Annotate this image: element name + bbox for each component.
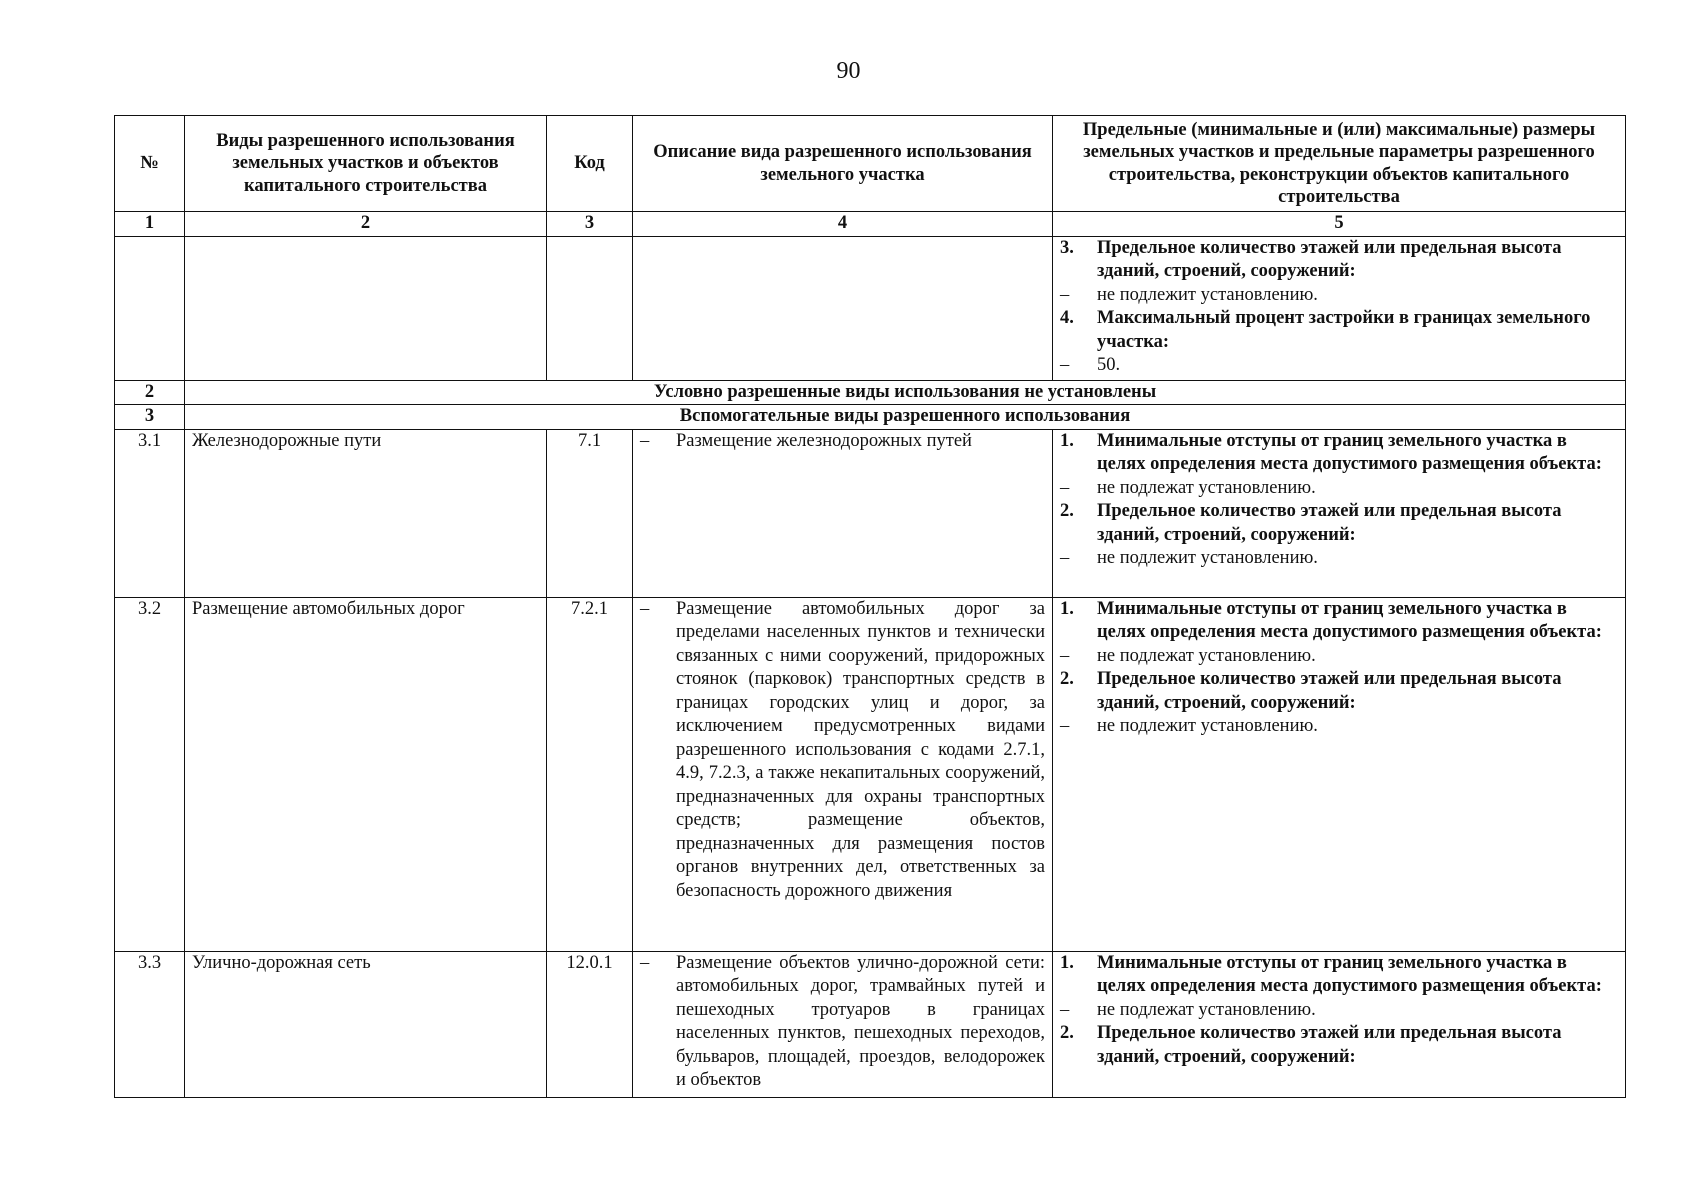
land-use-code: 7.2.1 — [547, 597, 633, 951]
description-text: Размещение железнодорожных путей — [676, 430, 972, 451]
land-use-table — [114, 115, 1626, 1098]
param-text: Предельное количество этажей или предельная высота зданий, строений, сооружений: — [1097, 669, 1562, 713]
description-line — [640, 952, 1045, 1093]
table-row — [115, 597, 1626, 951]
description-line — [640, 598, 1045, 904]
section-number: 2 — [115, 380, 185, 405]
row-number: 3.3 — [115, 951, 185, 1097]
land-use-description-cell — [633, 597, 1053, 951]
header-code: Код — [547, 116, 633, 212]
param-item — [1060, 668, 1618, 715]
land-use-description-cell — [633, 951, 1053, 1097]
param-item — [1060, 952, 1618, 999]
row-number: 3.1 — [115, 429, 185, 597]
continuation-params-cell — [1053, 236, 1626, 380]
param-text: 50. — [1097, 355, 1121, 375]
param-text: не подлежат установлению. — [1097, 999, 1316, 1020]
land-use-code: 7.1 — [547, 429, 633, 597]
table-header-row — [115, 116, 1626, 212]
table-cell-empty — [633, 236, 1053, 380]
param-item — [1060, 237, 1618, 284]
table-row — [115, 951, 1626, 1097]
limits-params-cell — [1053, 597, 1626, 951]
param-item — [1060, 598, 1618, 645]
table-cell-empty — [185, 236, 547, 380]
param-marker: – — [1060, 477, 1070, 498]
param-item — [1060, 284, 1618, 308]
param-text: Минимальные отступы от границ земельного участка в целях определения места допустимого размещения объекта: — [1097, 598, 1602, 642]
param-text: Максимальный процент застройки в границах земельного участка: — [1097, 308, 1591, 352]
param-marker: 1. — [1060, 952, 1074, 973]
land-use-code: 12.0.1 — [547, 951, 633, 1097]
param-marker: – — [1060, 645, 1070, 666]
param-item — [1060, 999, 1618, 1023]
limits-params-cell — [1053, 429, 1626, 597]
param-marker: 2. — [1060, 669, 1074, 689]
param-text: Предельное количество этажей или предельная высота зданий, строений, сооружений: — [1097, 501, 1562, 545]
page-number: 90 — [836, 58, 861, 84]
section-title: Условно разрешенные виды использования не установлены — [185, 380, 1626, 405]
param-marker: 4. — [1060, 308, 1074, 328]
param-marker: – — [1060, 999, 1070, 1020]
param-marker: – — [1060, 716, 1070, 736]
land-use-description-cell — [633, 429, 1053, 597]
param-marker: 2. — [1060, 501, 1074, 521]
header-description: Описание вида разрешенного использования земельного участка — [633, 116, 1053, 212]
section-row — [115, 405, 1626, 430]
param-text: Минимальные отступы от границ земельного участка в целях определения места допустимого размещения объекта: — [1097, 952, 1602, 996]
table-cell-empty — [547, 236, 633, 380]
column-number: 5 — [1053, 212, 1626, 237]
param-text: не подлежит установлению. — [1097, 548, 1318, 568]
section-row — [115, 380, 1626, 405]
description-text: Размещение объектов улично-дорожной сети: автомобильных дорог, трамвайных путей и пешеходных тротуаров в границах населенных пунктов, пешеходных переходов, бульваров, площадей, проездов, велодорожек и объектов — [676, 952, 1045, 1090]
param-item — [1060, 500, 1618, 547]
param-item — [1060, 1022, 1618, 1069]
param-marker: – — [1060, 355, 1070, 375]
param-marker: 3. — [1060, 237, 1074, 258]
param-item — [1060, 715, 1618, 739]
column-numbering-row — [115, 212, 1626, 237]
param-item — [1060, 645, 1618, 669]
section-title: Вспомогательные виды разрешенного использования — [185, 405, 1626, 430]
land-use-name: Размещение автомобильных дорог — [185, 597, 547, 951]
land-use-name: Улично-дорожная сеть — [185, 951, 547, 1097]
row-number: 3.2 — [115, 597, 185, 951]
description-line — [640, 430, 1045, 454]
limits-params-cell — [1053, 951, 1626, 1097]
param-marker: – — [1060, 548, 1070, 568]
param-text: Предельное количество этажей или предельная высота зданий, строений, сооружений: — [1097, 1023, 1562, 1067]
table-cell-empty — [115, 236, 185, 380]
param-item — [1060, 354, 1618, 378]
header-limits: Предельные (минимальные и (или) максимальные) размеры земельных участков и предельные параметры разрешенного строительства, реконструкции объектов капитального строительства — [1053, 116, 1626, 212]
column-number: 3 — [547, 212, 633, 237]
column-number: 4 — [633, 212, 1053, 237]
param-text: не подлежит установлению. — [1097, 284, 1318, 305]
param-marker: 2. — [1060, 1023, 1074, 1043]
description-dash: – — [640, 430, 650, 451]
param-item — [1060, 430, 1618, 477]
param-marker: – — [1060, 284, 1070, 305]
description-dash: – — [640, 598, 650, 619]
description-dash: – — [640, 952, 650, 973]
table-row — [115, 429, 1626, 597]
param-text: не подлежат установлению. — [1097, 645, 1316, 666]
header-num: № — [115, 116, 185, 212]
column-number: 2 — [185, 212, 547, 237]
param-text: не подлежат установлению. — [1097, 477, 1316, 498]
param-item — [1060, 477, 1618, 501]
param-text: Предельное количество этажей или предельная высота зданий, строений, сооружений: — [1097, 237, 1562, 281]
param-item — [1060, 547, 1618, 571]
description-text: Размещение автомобильных дорог за пределами населенных пунктов и технически связанных с ними сооружений, придорожных стоянок (парковок) транспортных средств в границах городских улиц и дорог, за исключением предусмотренных видами разрешенного использования с кодами 2.7.1, 4.9, 7.2.3, а также некапитальных сооружений, предназначенных для охраны транспортных средств; размещение объектов, предназначенных для размещения постов органов внутренних дел, ответственных за безопасность дорожного движения — [676, 598, 1045, 901]
param-item — [1060, 307, 1618, 354]
section-number: 3 — [115, 405, 185, 430]
param-marker: 1. — [1060, 430, 1074, 451]
continuation-row — [115, 236, 1626, 380]
param-text: не подлежит установлению. — [1097, 716, 1318, 736]
land-use-name: Железнодорожные пути — [185, 429, 547, 597]
param-marker: 1. — [1060, 598, 1074, 619]
param-text: Минимальные отступы от границ земельного участка в целях определения места допустимого размещения объекта: — [1097, 430, 1602, 474]
column-number: 1 — [115, 212, 185, 237]
header-types: Виды разрешенного использования земельных участков и объектов капитального строительства — [185, 116, 547, 212]
